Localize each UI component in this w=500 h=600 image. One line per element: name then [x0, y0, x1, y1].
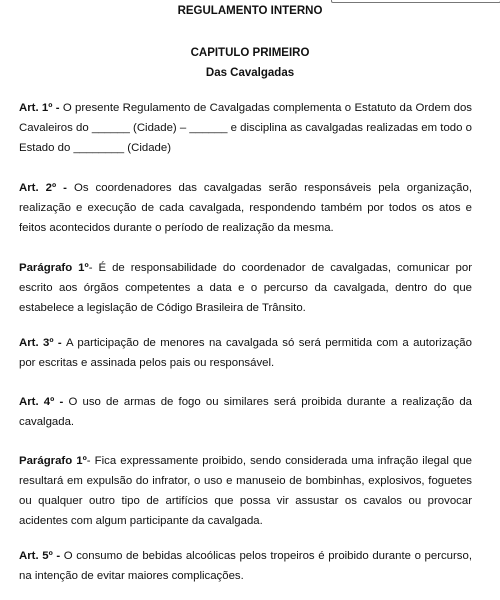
paragraph-1-number: Parágrafo 1º [19, 455, 87, 467]
article-2-text: Os coordenadores das cavalgadas serão responsáveis pela organização, realização e execução de cada cavalgada, respondendo também por todos os atos e feitos acontecidos durante o período de realização da mesma. [19, 182, 472, 234]
article-2 [19, 178, 472, 238]
paragraph-1-number: Parágrafo 1º [19, 262, 89, 274]
article-4-text: O uso de armas de fogo ou similares será proibida durante a realização da cavalgada. [19, 396, 473, 428]
article-5-text: O consumo de bebidas alcoólicas pelos tropeiros é proibido durante o percurso, na intenção de evitar maiores complicações. [19, 550, 472, 582]
document-title: REGULAMENTO INTERNO [177, 5, 323, 17]
chapter-subtitle: Das Cavalgadas [205, 67, 295, 79]
chapter-heading [0, 43, 500, 83]
article-3 [19, 333, 472, 373]
article-3-number: Art. 3º - [19, 337, 67, 349]
article-3-text: A participação de menores na cavalgada só será permitida com a autorização por escritas e assinada pelos pais ou responsável. [19, 337, 472, 369]
article-4-number: Art. 4º - [19, 396, 69, 408]
chapter-title: CAPITULO PRIMEIRO [190, 47, 310, 59]
article-4 [19, 392, 472, 432]
article-5 [19, 546, 472, 586]
article-1-text: O presente Regulamento de Cavalgadas complementa o Estatuto da Ordem dos Cavaleiros do ______ (Cidade) – ______ e disciplina as cavalgadas realizadas em todo o Estado do ________ (Cidade) [19, 102, 472, 154]
article-4-paragraph-1 [19, 451, 472, 531]
article-1-number: Art. 1º - [19, 102, 63, 114]
paragraph-1-text: - É de responsabilidade do coordenador de cavalgadas, comunicar por escrito aos órgãos competentes a data e o percurso da cavalgada, dentro do que estabelece a legislação de Código Brasileira de Trânsito. [19, 262, 473, 314]
paragraph-1-text: - Fica expressamente proibido, sendo considerada uma infração ilegal que resultará em expulsão do infrator, o uso e manuseio de bombinhas, explosivos, foguetes ou qualquer outro tipo de artifícios que possa vir assustar os cavalos ou provocar acidentes com algum participante da cavalgada. [19, 455, 472, 527]
article-2-number: Art. 2º - [19, 182, 74, 194]
corner-frame [331, 0, 500, 3]
article-1 [19, 98, 472, 158]
article-5-number: Art. 5º - [19, 550, 64, 562]
article-2-paragraph-1 [19, 258, 472, 318]
